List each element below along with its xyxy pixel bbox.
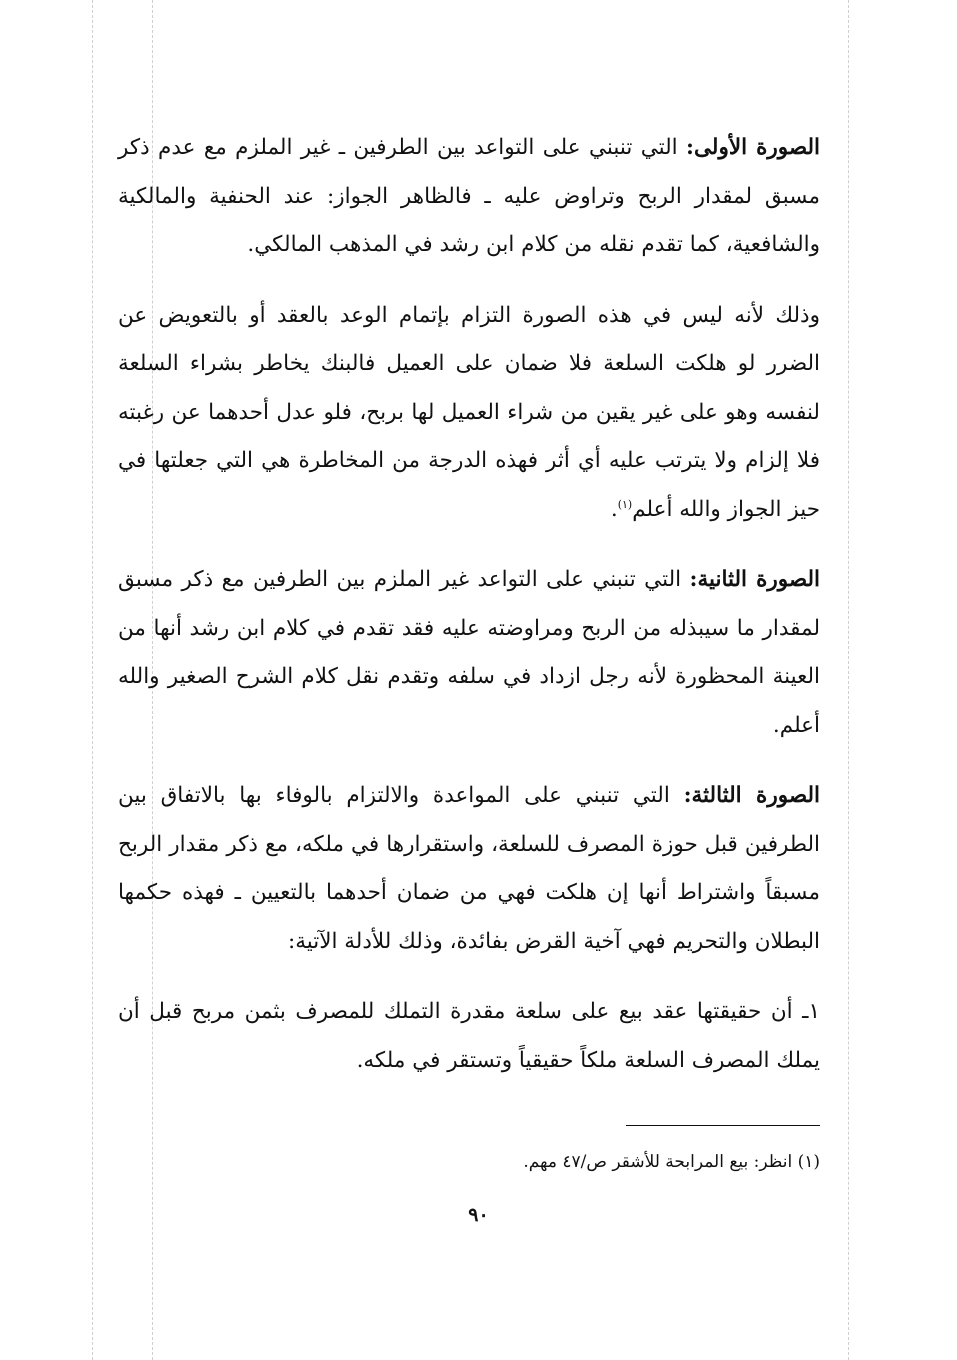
paragraph-second-form <box>118 556 820 750</box>
scan-guide-line <box>848 0 849 1360</box>
page-body <box>118 124 820 1107</box>
paragraph-text: ١ـ أن حقيقتها عقد بيع على سلعة مقدرة التملك للمصرف بثمن مربح قبل أن يملك المصرف السلعة ملكاً حقيقياً وتستقر في ملكه. <box>118 999 820 1073</box>
footnote: (١) انظر: بيع المرابحة للأشقر ص/٤٧ مهم. <box>523 1152 820 1172</box>
paragraph-first-form <box>118 124 820 270</box>
scan-guide-line <box>92 0 93 1360</box>
paragraph-heading: الصورة الثالثة: <box>683 783 820 808</box>
paragraph-text: التي تنبني على المواعدة والالتزام بالوفاء بها بالاتفاق بين الطرفين قبل حوزة المصرف للسلعة، واستقرارها في ملكه، مع ذكر مقدار الربح مسبقاً واشتراط أنها إن هلكت فهي من ضمان أحدهما بالتعيين ـ فهذه حكمها البطلان والتحريم فهي آخية القرض بفائدة، وذلك للأدلة الآتية: <box>118 783 820 954</box>
paragraph-tail: . <box>610 496 618 522</box>
paragraph-third-form <box>118 772 820 966</box>
page-number: ٩٠ <box>468 1204 489 1226</box>
paragraph-heading: الصورة الثانية: <box>689 567 821 592</box>
footnote-reference[interactable]: (١) <box>617 497 633 511</box>
paragraph-reasoning <box>118 292 820 535</box>
paragraph-text: التي تنبني على التواعد بين الطرفين ـ غير الملزم مع عدم ذكر مسبق لمقدار الربح وتراوض عليه ـ فالظاهر الجواز: عند الحنفية والمالكية والشافعية، كما تقدم نقله من كلام ابن رشد في المذهب المالكي. <box>118 135 820 257</box>
paragraph-heading: الصورة الأولى: <box>686 135 821 160</box>
footnote-divider <box>626 1125 820 1126</box>
paragraph-text: التي تنبني على التواعد غير الملزم بين الطرفين مع ذكر مسبق لمقدار ما سيبذله من الربح ومراوضته عليه فقد تقدم في كلام ابن رشد أنها من العينة المحظورة لأنه رجل ازداد في سلفه وتقدم نقل كلام الشرح الصغير والله أعلم. <box>118 567 820 738</box>
paragraph-evidence-one <box>118 988 820 1085</box>
paragraph-text: وذلك لأنه ليس في هذه الصورة التزام بإتمام الوعد بالعقد أو بالتعويض عن الضرر لو هلكت السلعة فلا ضمان على العميل فالبنك يخاطر بشراء السلعة لنفسه وهو على غير يقين من شراء العميل لها بربح، فلو عدل أحدهما عن رغبته فلا إلزام ولا يترتب عليه أي أثر فهذه الدرجة من المخاطرة هي التي جعلتها في حيز الجواز والله أعلم <box>118 302 820 522</box>
